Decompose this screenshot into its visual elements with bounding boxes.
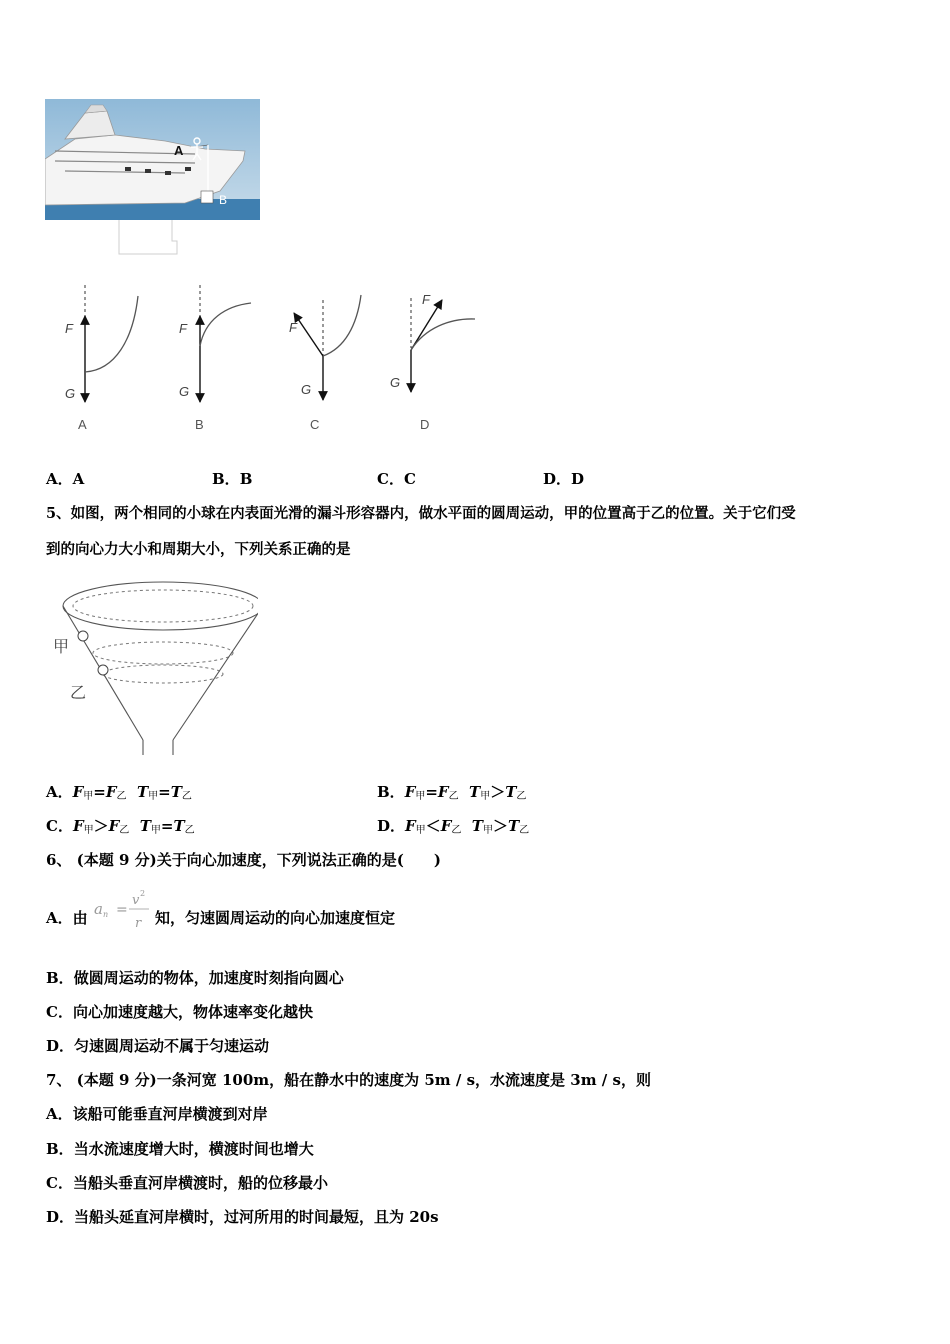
centripetal-formula — [92, 884, 154, 934]
fig-d-g-label: G — [390, 375, 401, 390]
fig-c-f-label: F — [289, 320, 297, 335]
ball-jia — [78, 631, 88, 641]
q6-option-d[interactable]: D．匀速圆周运动不属于匀速运动 — [46, 1037, 270, 1055]
q6-stem: 6、 (本题 9 分)关于向心加速度，下列说法正确的是( ) — [46, 851, 441, 869]
q4-option-d[interactable]: D．D — [543, 470, 585, 488]
svg-text:2: 2 — [140, 889, 146, 898]
q5-stem-line1: 5、如图，两个相同的小球在内表面光滑的漏斗形容器内，做水平面的圆周运动，甲的位置高于乙的位置。关于它们受 — [46, 505, 796, 522]
label-yi: 乙 — [70, 683, 87, 702]
q5-stem-line2: 到的向心力大小和周期大小，下列关系正确的是 — [46, 541, 351, 558]
option-label: D． — [543, 470, 572, 488]
ship-label-a: A — [174, 143, 184, 158]
q4-option-b[interactable]: B．B — [212, 470, 253, 488]
q6-option-b[interactable]: B．做圆周运动的物体，加速度时刻指向圆心 — [46, 969, 344, 987]
fig-b-g-label: G — [179, 384, 190, 399]
svg-text:r: r — [135, 916, 142, 931]
q7-option-d[interactable]: D．当船头延直河岸横时，过河所用的时间最短，且为 20s — [46, 1208, 439, 1226]
q6-option-c[interactable]: C．向心加速度越大，物体速率变化越快 — [46, 1003, 313, 1021]
q5-option-a[interactable]: A．$F_甲=F_乙$ $T_甲=T_乙$ — [46, 783, 192, 802]
q5-option-c[interactable]: C．$F_甲>F_乙$ $T_甲=T_乙$ — [46, 817, 195, 836]
q5-option-d[interactable]: D．$F_甲<F_乙$ $T_甲>T_乙$ — [377, 817, 530, 836]
q4-option-c[interactable]: C．C — [377, 470, 416, 488]
ship-label-b: B — [219, 193, 228, 207]
q4-option-a[interactable]: A．A — [46, 470, 85, 488]
q6-option-a-rest: 知，匀速圆周运动的向心加速度恒定 — [155, 909, 396, 927]
q7-option-b[interactable]: B．当水流速度增大时，横渡时间也增大 — [46, 1140, 314, 1158]
q7-option-c[interactable]: C．当船头垂直河岸横渡时，船的位移最小 — [46, 1174, 328, 1192]
svg-text:a: a — [94, 900, 103, 918]
fig-d-letter: D — [420, 417, 430, 432]
fig-a-f-label: F — [65, 321, 73, 336]
ball-yi — [98, 665, 108, 675]
fig-d-f-label: F — [422, 292, 430, 307]
ship-photo — [45, 99, 261, 255]
svg-text:v: v — [132, 893, 140, 908]
q6-option-a[interactable]: A．由 — [46, 909, 88, 927]
fig-b-f-label: F — [179, 321, 187, 336]
funnel-figure — [48, 570, 258, 760]
q7-option-a[interactable]: A．该船可能垂直河岸横渡到对岸 — [46, 1105, 268, 1123]
q7-stem: 7、 (本题 9 分)一条河宽 100m，船在静水中的速度为 5m / s，水流速度是 3m / s，则 — [46, 1071, 651, 1089]
label-jia: 甲 — [53, 637, 70, 656]
svg-text:=: = — [116, 902, 128, 918]
fig-c-g-label: G — [301, 382, 312, 397]
option-label: B． — [212, 470, 240, 488]
svg-text:n: n — [103, 910, 109, 919]
fig-b-letter: B — [195, 417, 204, 432]
fig-a-letter: A — [78, 417, 87, 432]
option-label: C． — [377, 470, 404, 488]
fig-c-letter: C — [310, 417, 320, 432]
option-label: A． — [46, 470, 73, 488]
force-figures — [45, 280, 495, 440]
q5-option-b[interactable]: B．$F_甲=F_乙$ $T_甲>T_乙$ — [377, 783, 527, 802]
fig-a-g-label: G — [65, 386, 76, 401]
